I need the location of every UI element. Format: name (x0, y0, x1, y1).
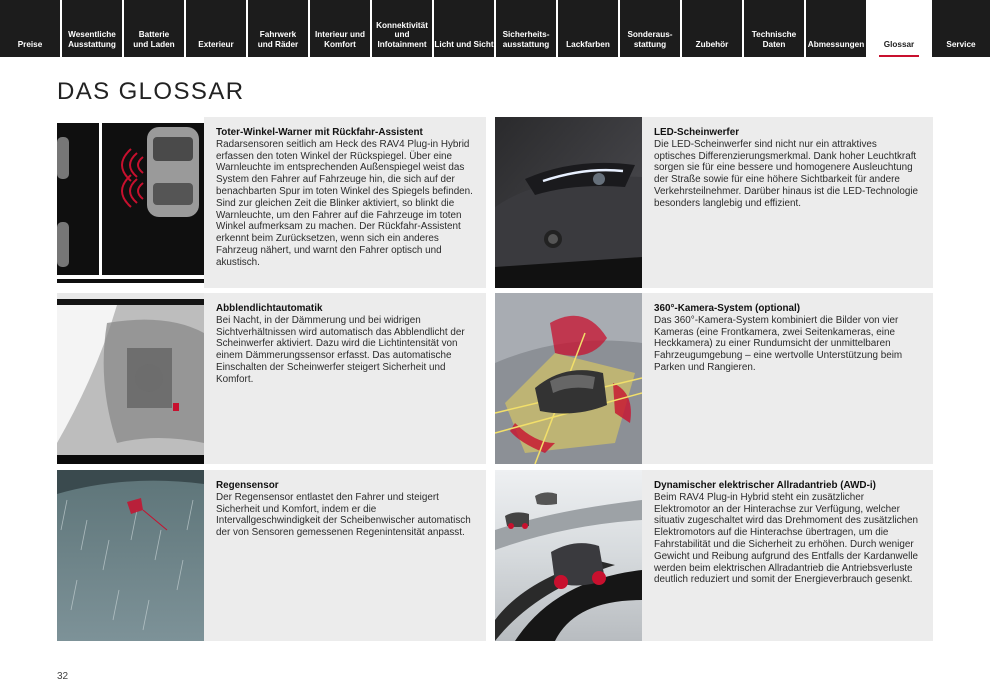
glossary-card-blind-spot (57, 117, 486, 288)
led-body: Die LED-Scheinwerfer sind nicht nur ein attraktives optisches Differenzierungsmerkmal. Dank hoher Leuchtkraft sorgen sie für eine bessere und homogenere Ausleuchtung der Straße sowie für eine höhere Sichtbarkeit für andere Verkehrsteilnehmer. Darüber hinaus ist die LED-Technologie besonders langlebig und effizient. (654, 138, 919, 209)
glossary-card-led (495, 117, 933, 288)
camera360-image (495, 293, 642, 464)
tab-preise[interactable]: Preise (0, 0, 60, 57)
tab-exterieur[interactable]: Exterieur (186, 0, 246, 57)
tab-wesentliche-ausstattung[interactable]: Wesentliche Ausstattung (62, 0, 122, 57)
camera360-body: Das 360°-Kamera-System kombiniert die Bilder von vier Kameras (eine Frontkamera, zwei Seitenkameras, eine Heckkamera) zu einer Rundumsicht der unmittelbaren Fahrzeugumgebung – eine wertvolle Unterstützung beim Parken und Rangieren. (654, 314, 903, 373)
tab-sonderausstattung[interactable]: Sonderaus- stattung (620, 0, 680, 57)
page-number: 32 (57, 671, 69, 682)
rain-text (204, 470, 486, 641)
led-text (642, 117, 933, 288)
awd-title: Dynamischer elektrischer Allradantrieb (AWD-i) (654, 480, 876, 491)
auto-dim-image (57, 293, 204, 464)
auto-dim-body: Bei Nacht, in der Dämmerung und bei widrigen Sichtverhältnissen wird automatisch das Abblendlicht der Scheinwerfer aktiviert. Dazu wird die Lichtintensität von einem Dämmerungssensor erfasst. Das automatische Einschalten der Scheinwerfer steigert Sicherheit und Komfort. (216, 314, 465, 385)
blind-spot-image (57, 117, 204, 288)
tab-interieur-und-komfort[interactable]: Interieur und Komfort (310, 0, 370, 57)
glossary-card-awd (495, 470, 933, 641)
tab-licht-und-sicht[interactable]: Licht und Sicht (434, 0, 494, 57)
rain-body: Der Regensensor entlastet den Fahrer und steigert Sicherheit und Komfort, indem er die Intervallgeschwindigkeit der Scheibenwischer automatisch der von Sensoren gemessenen Regenintensität anpasst. (216, 491, 471, 539)
blind-spot-text (204, 117, 486, 288)
page-title: DAS GLOSSAR (57, 78, 245, 105)
tab-konnektivitaet[interactable]: Konnektivität und Infotainment (372, 0, 432, 57)
glossary-card-auto-dim (57, 293, 486, 464)
auto-dim-text (204, 293, 486, 464)
rain-title: Regensensor (216, 480, 279, 491)
camera360-title: 360°-Kamera-System (optional) (654, 303, 801, 314)
tab-zubehoer[interactable]: Zubehör (682, 0, 742, 57)
awd-text (642, 470, 933, 641)
tab-sicherheitsausstattung[interactable]: Sicherheits- ausstattung (496, 0, 556, 57)
tab-fahrwerk-und-raeder[interactable]: Fahrwerk und Räder (248, 0, 308, 57)
camera360-text (642, 293, 933, 464)
tab-batterie-und-laden[interactable]: Batterie und Laden (124, 0, 184, 57)
led-headlight-image (495, 117, 642, 288)
tab-glossar[interactable]: Glossar (868, 0, 930, 57)
tab-abmessungen[interactable]: Abmessungen (806, 0, 866, 57)
led-title: LED-Scheinwerfer (654, 127, 740, 138)
section-nav (0, 0, 990, 57)
glossary-card-camera360 (495, 293, 933, 464)
rain-sensor-image (57, 470, 204, 641)
tab-technische-daten[interactable]: Technische Daten (744, 0, 804, 57)
blind-spot-body: Radarsensoren seitlich am Heck des RAV4 Plug-in Hybrid erfassen den toten Winkel der Rückspiegel. Über eine Warnleuchte im entsprechenden Außenspiegel weist das System den Fahrer auf Fahrzeuge hin, die sich auf der benachbarten Spur im toten Winkel des Spiegels befinden. Sind zur gleichen Zeit die Blinker aktiviert, so blinkt die Warnleuchte, um den Fahrer auf die Fahrzeuge im toten Winkel aufmerksam zu machen. Der Rückfahr-Assistent erkennt beim Zurücksetzen, wenn sich ein anderes Fahrzeug nähert, und warnt den Fahrer optisch und akustisch. (216, 138, 473, 268)
tab-lackfarben[interactable]: Lackfarben (558, 0, 618, 57)
tab-service[interactable]: Service (932, 0, 990, 57)
glossary-card-rain (57, 470, 486, 641)
blind-spot-title: Toter-Winkel-Warner mit Rückfahr-Assistent (216, 127, 423, 138)
auto-dim-title: Abblendlichtautomatik (216, 303, 323, 314)
awd-image (495, 470, 642, 641)
awd-body: Beim RAV4 Plug-in Hybrid steht ein zusätzlicher Elektromotor an der Hinterachse zur Verfügung, welcher situativ zugeschaltet wird das Drehmoment des zusätzlichen Elektromotors auf die Hinterachse übertragen, um die Fahrstabilität und die Sicherheit zu erhöhen. Durch weniger Gewicht und Reibung aufgrund des Entfalls der Kardanwelle werden beim elektrischen Allradantrieb die Antriebsverluste deutlich reduziert und somit der Energieverbrauch gesenkt. (654, 491, 919, 586)
